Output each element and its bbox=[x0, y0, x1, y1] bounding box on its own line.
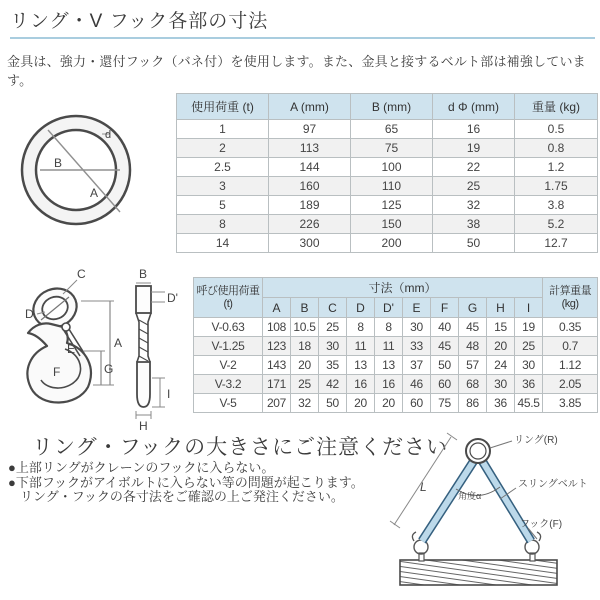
hook-label-e: E bbox=[67, 342, 76, 356]
table-cell: 50 bbox=[319, 394, 347, 413]
table-cell: 1.2 bbox=[515, 158, 598, 177]
table-cell: 143 bbox=[263, 356, 291, 375]
table-cell: 25 bbox=[319, 318, 347, 337]
dim-col-d2: D' bbox=[375, 298, 403, 318]
col-header-calcweight-label: 計算重量 bbox=[549, 284, 592, 297]
table-cell: 60 bbox=[403, 394, 431, 413]
table-cell: 125 bbox=[351, 196, 433, 215]
sling-label-angle: 角度α bbox=[458, 491, 482, 501]
table-cell: 1.75 bbox=[515, 177, 598, 196]
notice-heading: リング・フックの大きさにご注意ください bbox=[32, 436, 449, 459]
table-cell: 25 bbox=[515, 337, 543, 356]
table-cell: 38 bbox=[433, 215, 515, 234]
table-cell: 22 bbox=[433, 158, 515, 177]
table-cell: 1 bbox=[177, 120, 269, 139]
table-row bbox=[177, 139, 598, 158]
table-cell: 24 bbox=[487, 356, 515, 375]
notice-bullet-2 bbox=[8, 476, 364, 491]
hook-label-f: F bbox=[53, 365, 61, 379]
sling-label-ring: リング(R) bbox=[514, 435, 558, 446]
table-cell: 19 bbox=[515, 318, 543, 337]
hook-label-c: C bbox=[77, 267, 86, 281]
table-cell: 171 bbox=[263, 375, 291, 394]
col-header-calcweight-unit: (kg) bbox=[561, 297, 579, 310]
table-cell: 5.2 bbox=[515, 215, 598, 234]
table-cell: 65 bbox=[351, 120, 433, 139]
table-cell: 37 bbox=[403, 356, 431, 375]
dim-col-a: A bbox=[263, 298, 291, 318]
notice-bullet-2-text: 下部フックがアイボルトに入らない等の問題が起こります。 bbox=[15, 474, 364, 490]
table-cell: 11 bbox=[347, 337, 375, 356]
table-cell: 18 bbox=[291, 337, 319, 356]
ring-spec-table bbox=[176, 93, 598, 253]
table-cell: V-0.63 bbox=[194, 318, 263, 337]
col-header-a: A (mm) bbox=[269, 94, 351, 120]
table-cell: 25 bbox=[291, 375, 319, 394]
table-cell: 45 bbox=[431, 337, 459, 356]
table-row bbox=[194, 318, 598, 337]
table-cell: 45.5 bbox=[515, 394, 543, 413]
bullet-icon: ● bbox=[8, 474, 16, 490]
table-cell: 189 bbox=[269, 196, 351, 215]
hook-label-d: D bbox=[25, 307, 34, 321]
title-underline bbox=[10, 37, 595, 39]
table-cell: 3.8 bbox=[515, 196, 598, 215]
table-cell: 30 bbox=[515, 356, 543, 375]
table-cell: 50 bbox=[433, 234, 515, 253]
table-cell: 20 bbox=[375, 394, 403, 413]
table-cell: 25 bbox=[433, 177, 515, 196]
table-cell: 16 bbox=[433, 120, 515, 139]
table-cell: 1.12 bbox=[543, 356, 598, 375]
ring-label-d: d bbox=[105, 129, 112, 141]
table-cell: 15 bbox=[487, 318, 515, 337]
table-cell: 160 bbox=[269, 177, 351, 196]
table-cell: 2 bbox=[177, 139, 269, 158]
vhook-spec-table bbox=[193, 277, 598, 413]
col-group-dimensions: 寸法（mm） bbox=[263, 278, 543, 298]
hook-diagram bbox=[3, 256, 193, 434]
table-cell: 108 bbox=[263, 318, 291, 337]
dim-col-h: H bbox=[487, 298, 515, 318]
table-row bbox=[194, 394, 598, 413]
table-cell: 13 bbox=[375, 356, 403, 375]
table-cell: 45 bbox=[459, 318, 487, 337]
table-cell: V-1.25 bbox=[194, 337, 263, 356]
notice-bullet-1-text: 上部リングがクレーンのフックに入らない。 bbox=[15, 460, 275, 475]
table-cell: 50 bbox=[431, 356, 459, 375]
table-cell: 36 bbox=[515, 375, 543, 394]
table-cell: 207 bbox=[263, 394, 291, 413]
table-cell: 20 bbox=[347, 394, 375, 413]
table-cell: 97 bbox=[269, 120, 351, 139]
col-header-load-unit: (t) bbox=[223, 297, 233, 310]
table-cell: 16 bbox=[375, 375, 403, 394]
col-header-calcweight bbox=[543, 278, 598, 318]
table-cell: 0.35 bbox=[543, 318, 598, 337]
table-cell: 8 bbox=[347, 318, 375, 337]
dim-col-d: D bbox=[347, 298, 375, 318]
table-cell: 150 bbox=[351, 215, 433, 234]
table-cell: 10.5 bbox=[291, 318, 319, 337]
col-header-d: d Φ (mm) bbox=[433, 94, 515, 120]
table-cell: 0.8 bbox=[515, 139, 598, 158]
table-cell: 75 bbox=[351, 139, 433, 158]
table-cell: 0.7 bbox=[543, 337, 598, 356]
table-cell: 48 bbox=[459, 337, 487, 356]
notice-bullet-1 bbox=[8, 461, 364, 476]
table-cell: 113 bbox=[269, 139, 351, 158]
table-cell: 32 bbox=[291, 394, 319, 413]
table-cell: 33 bbox=[403, 337, 431, 356]
table-cell: 8 bbox=[375, 318, 403, 337]
table-row bbox=[177, 215, 598, 234]
page-title: リング・V フック各部の寸法 bbox=[10, 11, 269, 32]
sling-label-length: L bbox=[420, 480, 427, 494]
table-row bbox=[177, 177, 598, 196]
table-cell: 60 bbox=[431, 375, 459, 394]
table-cell: 30 bbox=[403, 318, 431, 337]
table-cell: 75 bbox=[431, 394, 459, 413]
hook-label-i: I bbox=[167, 387, 171, 401]
table-row bbox=[177, 234, 598, 253]
table-cell: 3.85 bbox=[543, 394, 598, 413]
table-cell: 32 bbox=[433, 196, 515, 215]
col-header-load bbox=[194, 278, 263, 318]
table-cell: 144 bbox=[269, 158, 351, 177]
col-header-load-label: 呼び使用荷重 bbox=[196, 284, 260, 297]
table-cell: 11 bbox=[375, 337, 403, 356]
dim-col-g: G bbox=[459, 298, 487, 318]
table-cell: 13 bbox=[347, 356, 375, 375]
table-cell: 19 bbox=[433, 139, 515, 158]
hook-label-g: G bbox=[104, 362, 114, 376]
table-cell: V-2 bbox=[194, 356, 263, 375]
table-header-row bbox=[177, 94, 598, 120]
table-row bbox=[194, 375, 598, 394]
table-cell: 123 bbox=[263, 337, 291, 356]
table-row bbox=[177, 158, 598, 177]
table-cell: 35 bbox=[319, 356, 347, 375]
table-cell: 8 bbox=[177, 215, 269, 234]
table-cell: 57 bbox=[459, 356, 487, 375]
table-cell: V-3.2 bbox=[194, 375, 263, 394]
hook-label-d2: D' bbox=[167, 291, 178, 305]
dim-col-b: B bbox=[291, 298, 319, 318]
table-cell: 226 bbox=[269, 215, 351, 234]
col-header-load: 使用荷重 (t) bbox=[177, 94, 269, 120]
hook-label-h: H bbox=[139, 419, 148, 433]
table-cell: 12.7 bbox=[515, 234, 598, 253]
table-cell: 20 bbox=[291, 356, 319, 375]
table-row bbox=[194, 337, 598, 356]
page-description: 金具は、強力・還付フック（バネ付）を使用します。また、金具と接するベルト部は補強しています。 bbox=[7, 54, 586, 88]
ring-label-a: A bbox=[90, 186, 99, 200]
table-cell: 300 bbox=[269, 234, 351, 253]
table-cell: 36 bbox=[487, 394, 515, 413]
table-cell: 68 bbox=[459, 375, 487, 394]
dim-col-f: F bbox=[431, 298, 459, 318]
table-cell: 40 bbox=[431, 318, 459, 337]
hook-label-a: A bbox=[114, 336, 123, 350]
table-cell: 200 bbox=[351, 234, 433, 253]
dim-col-i: I bbox=[515, 298, 543, 318]
table-cell: 30 bbox=[487, 375, 515, 394]
table-cell: 42 bbox=[319, 375, 347, 394]
hook-label-b: B bbox=[139, 267, 148, 281]
sling-label-hook: フック(F) bbox=[520, 519, 563, 530]
load-block bbox=[400, 560, 557, 585]
col-header-b: B (mm) bbox=[351, 94, 433, 120]
notice-list bbox=[8, 461, 364, 505]
table-cell: V-5 bbox=[194, 394, 263, 413]
table-header-row bbox=[194, 278, 598, 298]
sling-label-belt: スリングベルト bbox=[518, 479, 588, 490]
table-cell: 46 bbox=[403, 375, 431, 394]
dim-col-e: E bbox=[403, 298, 431, 318]
table-row bbox=[177, 120, 598, 139]
table-cell: 2.5 bbox=[177, 158, 269, 177]
ring-diagram bbox=[16, 104, 148, 240]
notice-footnote: リング・フックの各寸法をご確認の上ご発注ください。 bbox=[20, 489, 344, 504]
bullet-icon: ● bbox=[8, 460, 16, 475]
table-cell: 2.05 bbox=[543, 375, 598, 394]
table-cell: 3 bbox=[177, 177, 269, 196]
table-cell: 86 bbox=[459, 394, 487, 413]
table-row bbox=[194, 356, 598, 375]
table-cell: 100 bbox=[351, 158, 433, 177]
table-cell: 20 bbox=[487, 337, 515, 356]
table-cell: 14 bbox=[177, 234, 269, 253]
table-cell: 30 bbox=[319, 337, 347, 356]
col-header-weight: 重量 (kg) bbox=[515, 94, 598, 120]
table-cell: 5 bbox=[177, 196, 269, 215]
table-cell: 0.5 bbox=[515, 120, 598, 139]
table-cell: 16 bbox=[347, 375, 375, 394]
sling-belt-diagram bbox=[378, 425, 600, 600]
dim-col-c: C bbox=[319, 298, 347, 318]
table-row bbox=[177, 196, 598, 215]
table-cell: 110 bbox=[351, 177, 433, 196]
ring-label-b: B bbox=[54, 156, 63, 170]
